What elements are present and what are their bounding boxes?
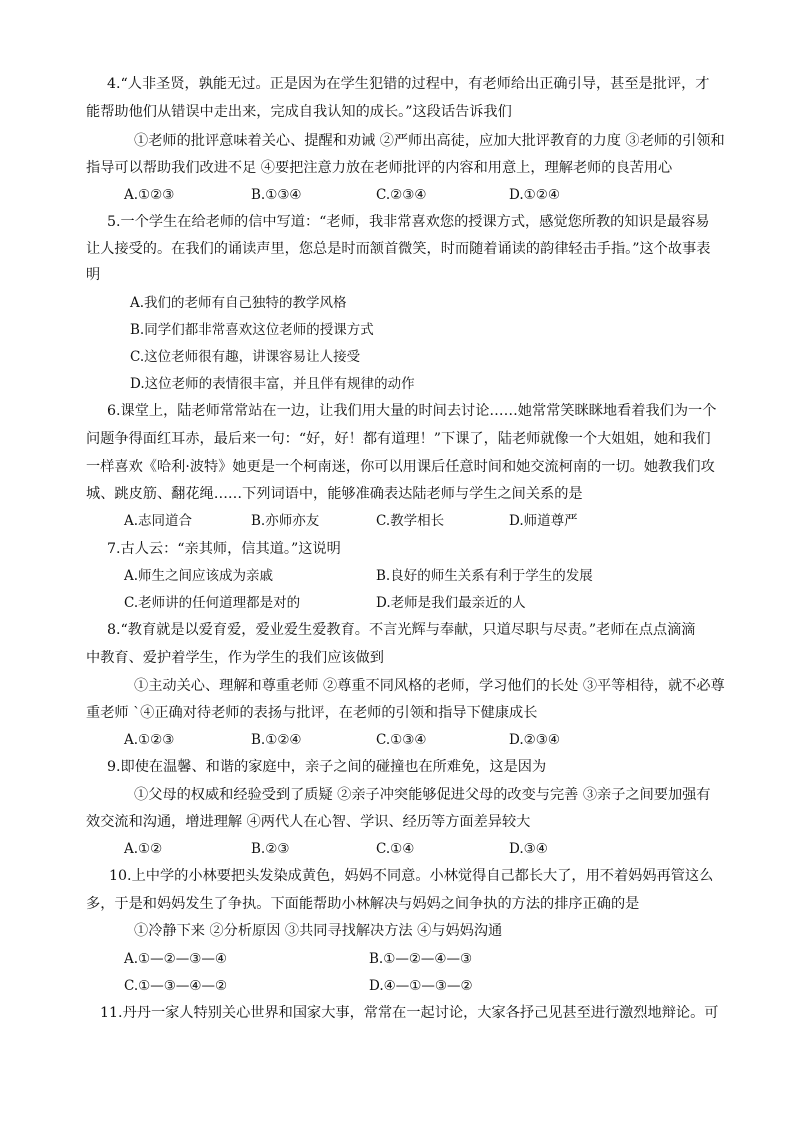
q8-option-c: C.①③④	[376, 732, 427, 748]
q9-option-b: B.②③	[251, 841, 290, 857]
q6-option-d: D.师道尊严	[509, 513, 578, 529]
q6-option-a: A.志同道合	[124, 513, 193, 529]
q9-option-d: D.③④	[509, 841, 548, 857]
q9-statements-line1: ①父母的权威和经验受到了质疑 ②亲子冲突能够促进父母的改变与完善 ③亲子之间要加强有	[134, 787, 711, 803]
q5-stem-line2: 让人接受的。在我们的诵读声里，您总是时而颔首微笑，时而随着诵读的韵律轻击手指。”这个故事表	[86, 241, 711, 257]
q7-option-c: C.老师讲的任何道理都是对的	[124, 595, 301, 611]
q9-stem-line1: 9.即使在温馨、和谐的家庭中，亲子之间的碰撞也在所难免，这是因为	[107, 759, 547, 775]
q5-option-d: D.这位老师的表情很丰富，并且伴有规律的动作	[130, 376, 415, 392]
q4-stem-line1: 4.“人非圣贤，孰能无过。正是因为在学生犯错的过程中，有老师给出正确引导，甚至是批评，才	[107, 76, 710, 92]
q8-option-a: A.①②③	[124, 732, 175, 748]
q5-stem-line1: 5.一个学生在给老师的信中写道：“老师，我非常喜欢您的授课方式，感觉您所教的知识是最容易	[107, 214, 710, 230]
q8-option-b: B.①②④	[251, 732, 302, 748]
q8-statements-line2: 重老师 `④正确对待老师的表扬与批评，在老师的引领和指导下健康成长	[86, 705, 538, 721]
q10-option-b: B.①—②—④—③	[369, 951, 473, 967]
q10-steps: ①冷静下来 ②分析原因 ③共同寻找解决方法 ④与妈妈沟通	[134, 923, 503, 939]
q7-stem-line1: 7.古人云：“亲其师，信其道。”这说明	[107, 541, 341, 557]
q10-option-a: A.①—②—③—④	[124, 951, 227, 967]
q7-option-a: A.师生之间应该成为亲戚	[124, 568, 274, 584]
q10-stem-line1: 10.上中学的小林要把头发染成黄色，妈妈不同意。小林觉得自己都长大了，用不着妈妈再管这么	[109, 868, 714, 884]
q10-option-c: C.①—③—④—②	[124, 978, 228, 994]
q5-stem-line3: 明	[86, 267, 101, 283]
q7-option-b: B.良好的师生关系有利于学生的发展	[376, 568, 593, 584]
q6-option-c: C.教学相长	[376, 513, 445, 529]
q6-option-b: B.亦师亦友	[251, 513, 320, 529]
q4-option-c: C.②③④	[376, 187, 427, 203]
q9-option-a: A.①②	[124, 841, 163, 857]
q6-stem-line1: 6.课堂上，陆老师常常站在一边，让我们用大量的时间去讨论……她常常笑眯眯地看着我们为一个	[107, 403, 717, 419]
q8-statements-line1: ①主动关心、理解和尊重老师 ②尊重不同风格的老师，学习他们的长处 ③平等相待，就不必尊	[134, 678, 725, 694]
q7-option-d: D.老师是我们最亲近的人	[376, 595, 526, 611]
q5-option-b: B.同学们都非常喜欢这位老师的授课方式	[130, 322, 374, 338]
q6-stem-line3: 一样喜欢《哈利·波特》她更是一个柯南迷，你可以用课后任意时间和她交流柯南的一切。她教我们攻	[86, 459, 715, 475]
q4-statements-line1: ①老师的批评意味着关心、提醒和劝诫 ②严师出高徒，应加大批评教育的力度 ③老师的引领和	[134, 133, 725, 149]
q8-stem-line1: 8.“教育就是以爱育爱，爱业爱生爱教育。不言光辉与奉献，只道尽职与尽责。”老师在点点滴滴	[107, 622, 696, 638]
q4-option-a: A.①②③	[124, 187, 175, 203]
q8-stem-line2: 中教育、爱护着学生，作为学生的我们应该做到	[86, 650, 384, 666]
q10-option-d: D.④—①—③—②	[369, 978, 473, 994]
q6-stem-line4: 城、跳皮筋、翻花绳……下列词语中，能够准确表达陆老师与学生之间关系的是	[86, 486, 583, 502]
q10-stem-line2: 多，于是和妈妈发生了争执。下面能帮助小林解决与妈妈之间争执的方法的排序正确的是	[86, 896, 640, 912]
q4-option-b: B.①③④	[251, 187, 302, 203]
q5-option-c: C.这位老师很有趣，讲课容易让人接受	[130, 349, 361, 365]
q11-stem-line1: 11.丹丹一家人特别关心世界和国家大事，常常在一起讨论，大家各抒己见甚至进行激烈地辩论。可	[100, 1005, 719, 1021]
q4-statements-line2: 指导可以帮助我们改进不足 ④要把注意力放在老师批评的内容和用意上，理解老师的良苦用心	[86, 160, 673, 176]
q9-statements-line2: 效交流和沟通，增进理解 ④两代人在心智、学识、经历等方面差异较大	[86, 814, 531, 830]
q6-stem-line2: 问题争得面红耳赤，最后来一句：“好，好！都有道理！”下课了，陆老师就像一个大姐姐，她和我们	[86, 431, 711, 447]
q4-stem-line2: 能帮助他们从错误中走出来，完成自我认知的成长。”这段话告诉我们	[86, 104, 512, 120]
q9-option-c: C.①④	[376, 841, 415, 857]
q8-option-d: D.②③④	[509, 732, 560, 748]
q4-option-d: D.①②④	[509, 187, 560, 203]
q5-option-a: A.我们的老师有自己独特的教学风格	[130, 295, 347, 311]
